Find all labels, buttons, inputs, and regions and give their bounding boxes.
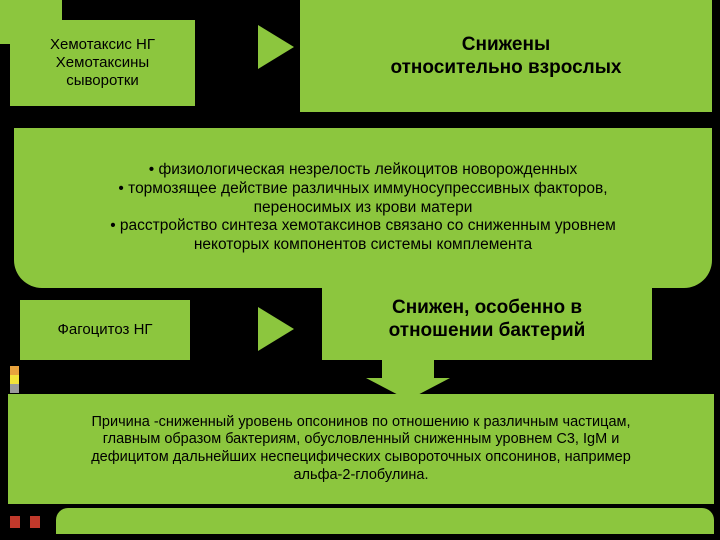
chemotaxis-line-1: Хемотаксис НГ [50,35,155,53]
arrow-right-phagocytosis-head [258,307,294,351]
decor-square-yellow [10,375,19,384]
decor-square-red-left [10,516,20,528]
reduced-adults-line-1: Снижены [461,33,551,55]
cause-box [8,394,714,504]
chemotaxis-line-2: Хемотаксины [55,53,150,71]
reduced-adults-box [300,0,712,112]
decor-square-red-right [30,516,40,528]
reduced-bacteria-box [322,278,652,360]
cause-line-3: дефицитом дальнейших неспецифических сывороточных опсонинов, например [91,449,631,465]
bullets-box [14,128,712,288]
reduced-bacteria-line-2: отношении бактерий [388,320,586,341]
phagocytosis-line-1: Фагоцитоз НГ [57,320,153,338]
chemotaxis-line-3: сыворотки [66,72,139,90]
cause-line-1: Причина -сниженный уровень опсонинов по отношению к различным частицам, [91,413,631,430]
reduced-bacteria-line-1: Снижен, особенно в [391,296,583,318]
phagocytosis-box [20,300,190,360]
reduced-adults-line-2: относительно взрослых [390,57,622,78]
cause-line-2: главным образом бактериям, обусловленный сниженным уровнем C3, IgM и [102,431,620,448]
decor-square-orange [10,366,19,375]
chemotaxis-box [10,20,195,106]
cause-line-4: альфа-2-глобулина. [293,466,429,483]
arrow-right-chemotaxis-shaft [0,0,62,22]
bullet-2-cont: переносимых из крови матери [253,198,473,216]
bottom-accent-bar [56,508,714,534]
bullet-1: • физиологическая незрелость лейкоцитов новорожденных [148,160,578,178]
bullet-3-cont: некоторых компонентов системы комплемента [193,236,533,254]
bullet-2: • тормозящее действие различных иммуносупрессивных факторов, [118,179,608,197]
bullet-3: • расстройство синтеза хемотаксинов связано со сниженным уровнем [110,217,616,235]
decor-square-gray [10,384,19,393]
arrow-right-chemotaxis-head [258,25,294,69]
